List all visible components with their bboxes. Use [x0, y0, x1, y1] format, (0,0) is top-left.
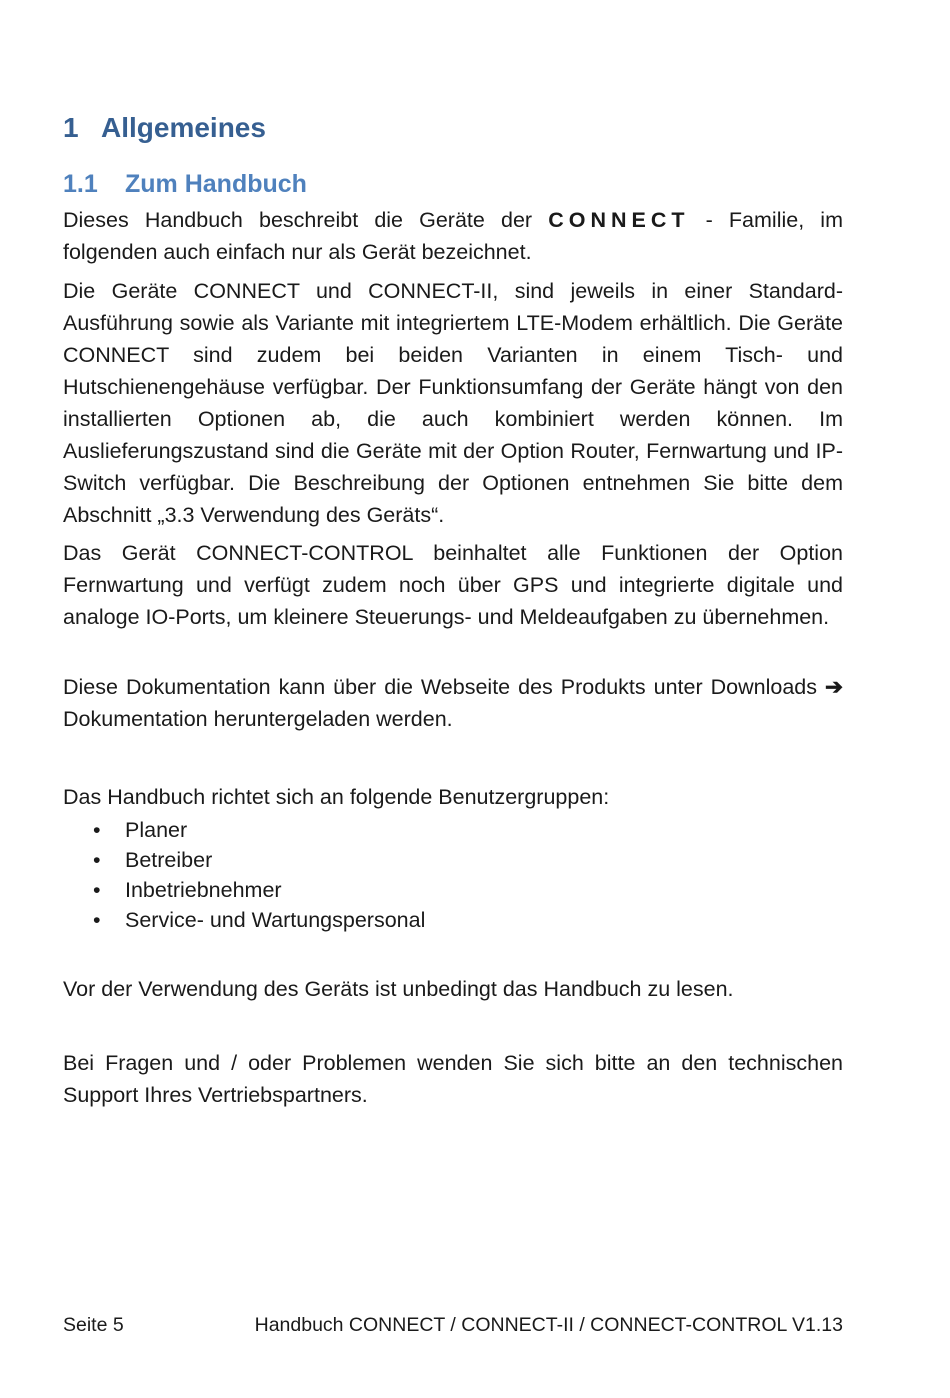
- bullet-icon: •: [93, 818, 101, 842]
- bullet-icon: •: [93, 908, 101, 932]
- devices-paragraph: Die Geräte CONNECT und CONNECT-II, sind jeweils in einer Standard-Ausführung sowie als Variante mit integriertem LTE-Modem erhältlich. Die Geräte CONNECT sind zudem bei beiden Varianten in einem Tisch- und Hutschienengehäuse verfügbar. Der Funktionsumfang der Geräte hängt von den installierten Optionen ab, die auch kombiniert werden können. Im Auslieferungszustand sind die Geräte mit der Option Router, Fernwartung und IP-Switch verfügbar. Die Beschreibung der Optionen entnehmen Sie bitte dem Abschnitt „3.3 Verwendung des Geräts“.: [63, 279, 843, 527]
- intro-paragraph: [63, 204, 843, 268]
- subsection-number: 1.1: [63, 170, 98, 198]
- section-title: Allgemeines: [101, 112, 266, 143]
- subsection-heading: [63, 170, 307, 199]
- documentation-text-start: Diese Dokumentation kann über die Webseite des Produkts unter Downloads: [63, 675, 825, 699]
- bullet-icon: •: [93, 848, 101, 872]
- intro-text-end: - Familie, im folgenden auch einfach nur als Gerät bezeichnet.: [63, 208, 843, 264]
- brand-name: CONNECT: [548, 208, 690, 232]
- user-group-list: [63, 815, 425, 935]
- page-number: Seite 5: [63, 1314, 124, 1336]
- control-paragraph: Das Gerät CONNECT-CONTROL beinhaltet alle Funktionen der Option Fernwartung und verfügt zudem noch über GPS und integrierte digitale und analoge IO-Ports, um kleinere Steuerungs- und Meldeaufgaben zu übernehmen.: [63, 541, 843, 629]
- section-heading: [63, 112, 266, 144]
- arrow-icon: ➔: [824, 675, 843, 699]
- documentation-text-end: Dokumentation heruntergeladen werden.: [63, 707, 453, 731]
- bullet-icon: •: [93, 878, 101, 902]
- list-item: • Betreiber: [63, 845, 425, 875]
- support-paragraph: Bei Fragen und / oder Problemen wenden Sie sich bitte an den technischen Support Ihres Vertriebspartners.: [63, 1051, 843, 1107]
- section-number: 1: [63, 112, 79, 143]
- subsection-title: Zum Handbuch: [125, 170, 307, 198]
- audience-intro: Das Handbuch richtet sich an folgende Benutzergruppen:: [63, 785, 610, 809]
- list-item: • Planer: [63, 815, 425, 845]
- list-item: • Inbetriebnehmer: [63, 875, 425, 905]
- list-item: • Service- und Wartungspersonal: [63, 905, 425, 935]
- page-footer: [63, 1314, 843, 1337]
- footer-title: Handbuch CONNECT / CONNECT-II / CONNECT-CONTROL V1.13: [254, 1314, 843, 1336]
- documentation-paragraph: [63, 671, 843, 735]
- read-manual-notice: Vor der Verwendung des Geräts ist unbedingt das Handbuch zu lesen.: [63, 977, 734, 1001]
- intro-text-start: Dieses Handbuch beschreibt die Geräte der: [63, 208, 549, 232]
